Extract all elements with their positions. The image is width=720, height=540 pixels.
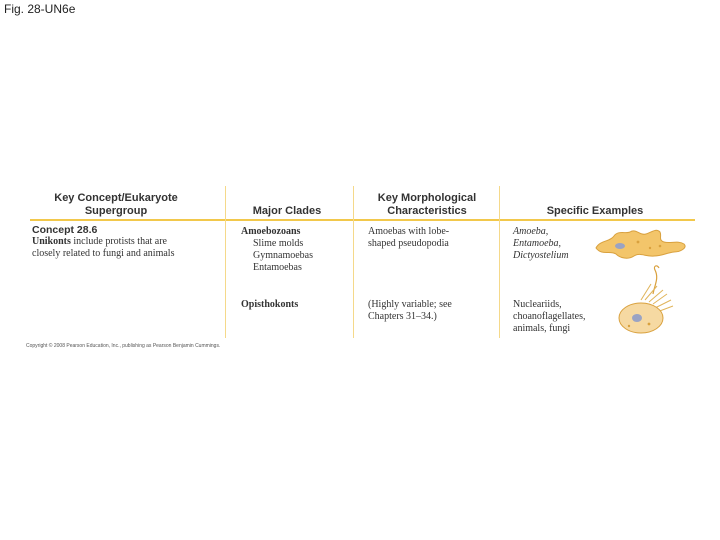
opisthokonts-char-line2: Chapters 31–34.) <box>368 311 437 322</box>
header-specific-examples: Specific Examples <box>546 205 644 217</box>
subclade-entamoebas: Entamoebas <box>253 262 302 273</box>
amoebozoans-examples <box>513 226 593 262</box>
unikonts-table <box>30 186 695 338</box>
copyright-notice: Copyright © 2008 Pearson Education, Inc., publishing as Pearson Benjamin Cummings. <box>26 343 221 349</box>
concept-line1-rest: include protists that are <box>70 236 167 247</box>
concept-title: Concept 28.6 <box>32 224 98 236</box>
amoebozoans-characteristics <box>368 226 496 250</box>
opisthokonts-clade-cell <box>241 299 351 311</box>
clade-opisthokonts: Opisthokonts <box>241 299 299 310</box>
opisthokonts-characteristics <box>368 299 496 323</box>
header-characteristics-line2: Characteristics <box>387 205 467 217</box>
example-dictyostelium: Dictyostelium <box>513 250 569 261</box>
clade-amoebozoans: Amoebozoans <box>241 226 301 237</box>
example-nucleariids: Nucleariids, <box>513 299 562 310</box>
example-choanoflagellates: choanoflagellates, <box>513 311 586 322</box>
header-supergroup-line2: Supergroup <box>84 205 148 217</box>
amoebozoans-char-line2: shaped pseudopodia <box>368 238 449 249</box>
concept-cell <box>32 224 222 260</box>
header-supergroup <box>30 192 202 218</box>
opisthokonts-char-line1: (Highly variable; see <box>368 299 452 310</box>
choanoflagellate-icon <box>605 264 695 336</box>
concept-line2: closely related to fungi and animals <box>32 248 175 259</box>
header-supergroup-line1: Key Concept/Eukaryote <box>54 192 178 204</box>
opisthokonts-examples <box>513 299 613 335</box>
example-animals-fungi: animals, fungi <box>513 323 571 334</box>
column-divider-3 <box>499 186 500 338</box>
amoeba-icon <box>590 226 690 262</box>
column-divider-2 <box>353 186 354 338</box>
subclade-gymnamoebas: Gymnamoebas <box>253 250 313 261</box>
header-rule <box>30 219 695 221</box>
header-characteristics-line1: Key Morphological <box>377 192 477 204</box>
header-major-clades: Major Clades <box>252 205 322 217</box>
amoebozoans-char-line1: Amoebas with lobe- <box>368 226 450 237</box>
example-amoeba: Amoeba, <box>513 226 549 237</box>
subclade-slime-molds: Slime molds <box>253 238 304 249</box>
amoebozoans-clade-cell <box>241 226 351 274</box>
column-divider-1 <box>225 186 226 338</box>
figure-label: Fig. 28-UN6e <box>4 2 76 16</box>
concept-bold-term: Unikonts <box>32 236 71 247</box>
header-characteristics <box>358 192 496 218</box>
example-entamoeba: Entamoeba, <box>513 238 562 249</box>
concept-line1 <box>32 236 222 248</box>
